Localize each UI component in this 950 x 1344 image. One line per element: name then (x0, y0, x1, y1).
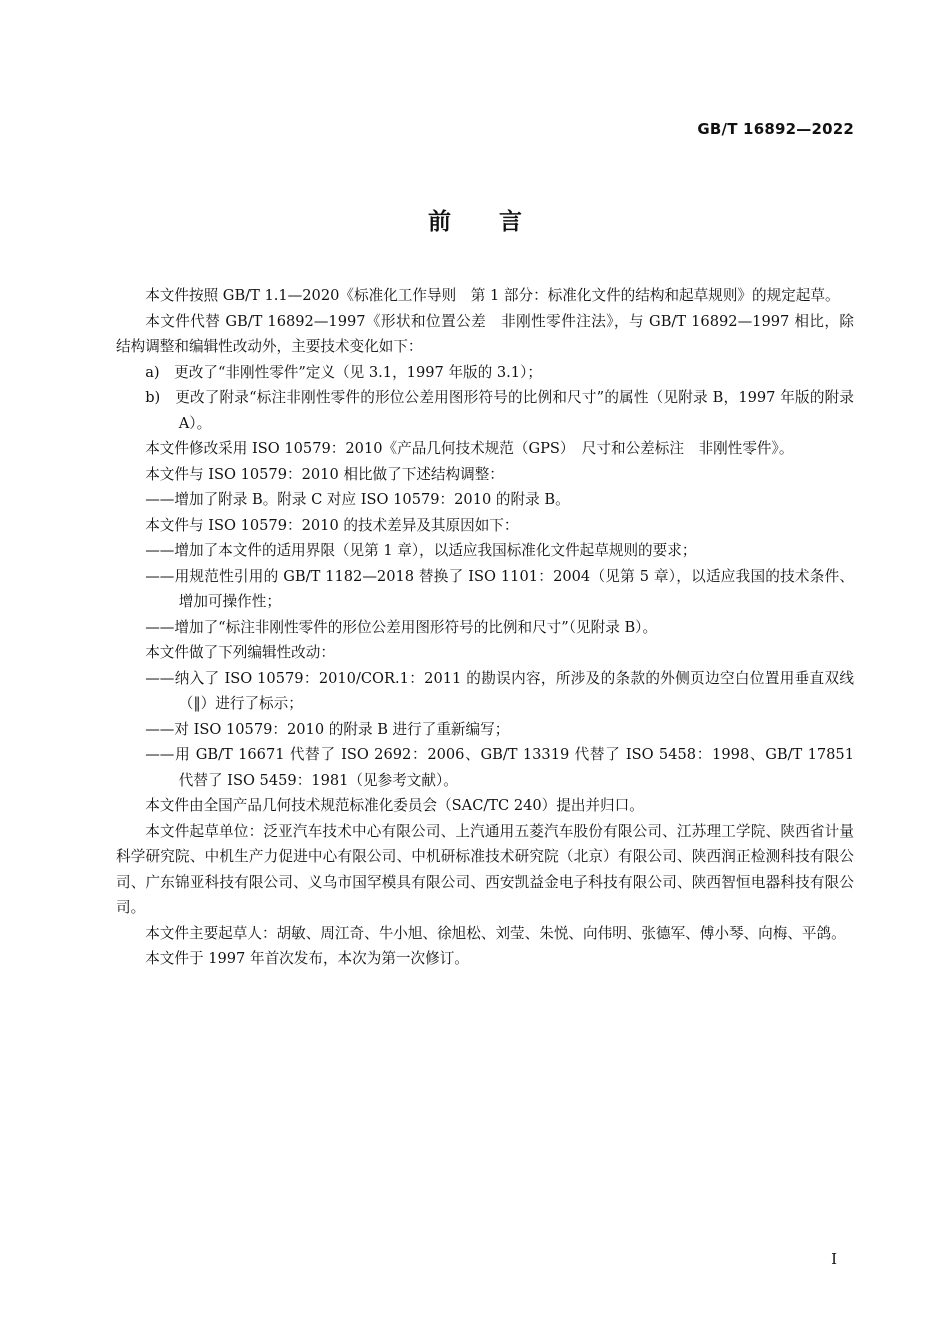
page-title: 前言 (428, 209, 570, 235)
page-number: I (831, 1250, 837, 1268)
paragraph-publication-history: 本文件于 1997 年首次发布，本次为第一次修订。 (145, 950, 469, 967)
paragraph-proposed-by: 本文件由全国产品几何技术规范标准化委员会（SAC/TC 240）提出并归口。 (145, 797, 644, 814)
foreword-body (116, 283, 854, 972)
dash-item-edit-2: ——对 ISO 10579：2010 的附录 B 进行了重新编写； (145, 720, 510, 738)
dash-item-tech-1: ——增加了本文件的适用界限（见第 1 章），以适应我国标准化文件起草规则的要求； (145, 542, 697, 559)
paragraph-drafting-units: 本文件起草单位：泛亚汽车技术中心有限公司、上汽通用五菱汽车股份有限公司、江苏理工学院、陕西省计量科学研究院、中机生产力促进中心有限公司、中机研标准技术研究院（北京）有限公司、陕西润正检测科技有限公司、广东锦亚科技有限公司、义乌市国罕模具有限公司、西安凯益金电子科技有限公司、陕西智恒电器科技有限公司。 (116, 822, 854, 916)
paragraph-structure-changes: 本文件与 ISO 10579：2010 相比做了下述结构调整： (145, 465, 504, 483)
dash-item-tech-2: ——用规范性引用的 GB/T 1182—2018 替换了 ISO 1101：2004（见第 5 章），以适应我国的技术条件、增加可操作性； (145, 567, 854, 610)
dash-item-edit-3: ——用 GB/T 16671 代替了 ISO 2692：2006、GB/T 13319 代替了 ISO 5458：1998、GB/T 17851 代替了 ISO 5459：1981（见参考文献）。 (145, 746, 854, 789)
paragraph-technical-differences: 本文件与 ISO 10579：2010 的技术差异及其原因如下： (145, 516, 519, 534)
dash-item-structure: ——增加了附录 B。附录 C 对应 ISO 10579：2010 的附录 B。 (145, 491, 570, 508)
paragraph-replaces: 本文件代替 GB/T 16892—1997《形状和位置公差 非刚性零件注法》，与 GB/T 16892—1997 相比，除结构调整和编辑性改动外，主要技术变化如下： (116, 312, 854, 355)
dash-item-edit-1: ——纳入了 ISO 10579：2010/COR.1：2011 的勘误内容，所涉及的条款的外侧页边空白位置用垂直双线（‖）进行了标示； (145, 669, 854, 712)
list-item-a: a) 更改了“非刚性零件”定义（见 3.1，1997 年版的 3.1）； (145, 363, 542, 381)
list-item-b: b) 更改了附录“标注非刚性零件的形位公差用图形符号的比例和尺寸”的属性（见附录 B，1997 年版的附录 A）。 (145, 389, 854, 432)
standard-number: GB/T 16892—2022 (697, 120, 854, 138)
paragraph-iso-adoption: 本文件修改采用 ISO 10579：2010《产品几何技术规范（GPS） 尺寸和公差标注 非刚性零件》。 (145, 440, 794, 457)
paragraph-drafting-rules: 本文件按照 GB/T 1.1—2020《标准化工作导则 第 1 部分：标准化文件的结构和起草规则》的规定起草。 (145, 287, 840, 304)
dash-item-tech-3: ——增加了“标注非刚性零件的形位公差用图形符号的比例和尺寸”（见附录 B）。 (145, 618, 658, 636)
paragraph-editorial-changes: 本文件做了下列编辑性改动： (145, 644, 335, 661)
paragraph-drafters: 本文件主要起草人：胡敏、周江奇、牛小旭、徐旭松、刘莹、朱悦、向伟明、张德军、傅小琴、向梅、平鸽。 (145, 924, 846, 942)
